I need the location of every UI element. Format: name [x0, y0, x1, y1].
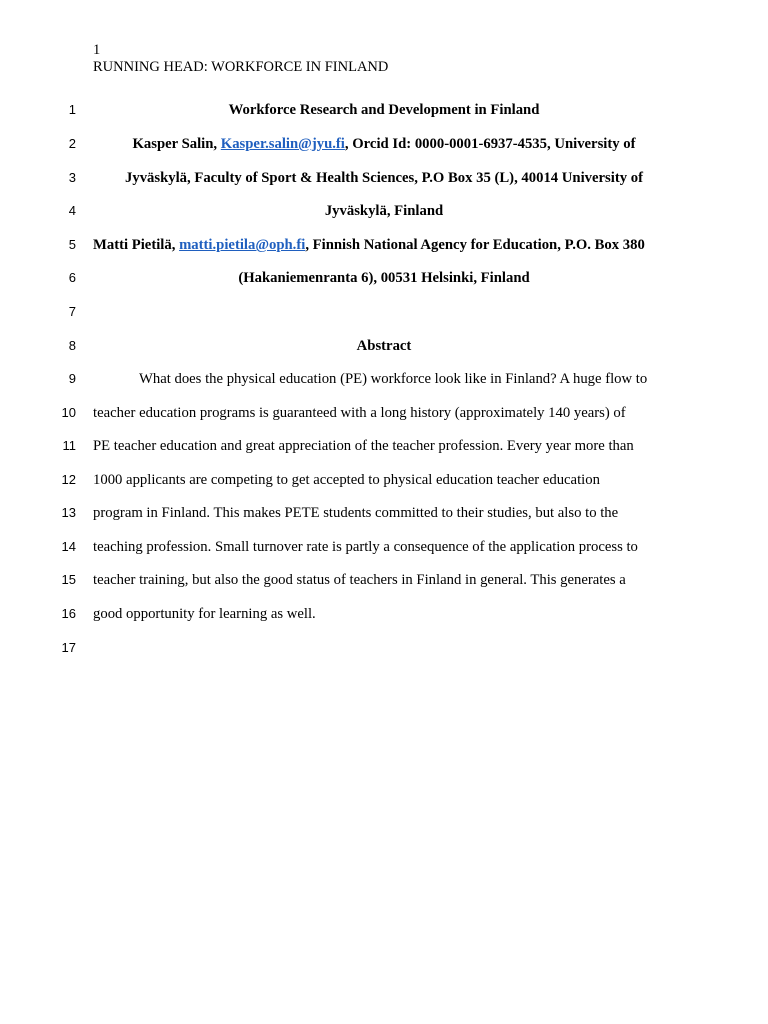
manuscript-line-7: [0, 302, 768, 322]
manuscript-line-15: [0, 570, 768, 590]
line-number: 13: [61, 505, 76, 520]
author-2-line-1: [93, 235, 675, 255]
manuscript-line-6: [0, 268, 768, 288]
manuscript-line-8: [0, 336, 768, 356]
line-number: 6: [68, 270, 76, 285]
line-number: 11: [62, 438, 76, 453]
manuscript-line-5: [0, 235, 768, 255]
line-number: 15: [61, 572, 76, 587]
line-number: 16: [61, 606, 76, 621]
manuscript-line-11: [0, 436, 768, 456]
author-1-email-link[interactable]: Kasper.salin@jyu.fi: [220, 136, 345, 152]
page-number: 1: [93, 42, 101, 58]
line-number: 1: [68, 102, 76, 117]
line-number: 10: [61, 405, 76, 420]
manuscript-line-14: [0, 537, 768, 557]
manuscript-line-17: [0, 638, 768, 658]
author-1-affiliation-start: , Orcid Id: 0000-0001-6937-4535, University of: [344, 136, 636, 152]
author-2-email-link[interactable]: matti.pietila@oph.fi: [179, 237, 306, 253]
abstract-text-line: PE teacher education and great appreciation of the teacher profession. Every year more than: [93, 438, 634, 454]
line-number: 2: [68, 136, 76, 151]
manuscript-line-10: [0, 403, 768, 423]
manuscript-line-9: [0, 369, 768, 389]
manuscript-line-3: [0, 168, 768, 188]
manuscript-line-1: [0, 100, 768, 120]
abstract-text-line: teacher training, but also the good status of teachers in Finland in general. This generates a: [93, 572, 626, 588]
page-header: [93, 42, 388, 76]
abstract-text-line: 1000 applicants are competing to get accepted to physical education teacher education: [93, 472, 600, 488]
manuscript-line-12: [0, 470, 768, 490]
abstract-text-line: good opportunity for learning as well.: [93, 606, 316, 622]
line-number: 3: [68, 170, 76, 185]
running-head: RUNNING HEAD: WORKFORCE IN FINLAND: [93, 59, 389, 75]
abstract-text-line: teaching profession. Small turnover rate is partly a consequence of the application process to: [93, 539, 638, 555]
abstract-heading: Abstract: [356, 338, 412, 354]
line-number: 9: [68, 371, 76, 386]
line-number: 5: [68, 237, 76, 252]
manuscript-line-4: [0, 201, 768, 221]
abstract-text-line: program in Finland. This makes PETE students committed to their studies, but also to the: [93, 505, 619, 521]
manuscript-line-16: [0, 604, 768, 624]
line-number: 8: [68, 338, 76, 353]
line-number: 7: [68, 304, 76, 319]
author-1-line-2: Jyväskylä, Faculty of Sport & Health Sciences, P.O Box 35 (L), 40014 University of: [125, 170, 643, 186]
line-number: 14: [61, 539, 76, 554]
manuscript-line-2: [0, 134, 768, 154]
manuscript-line-13: [0, 503, 768, 523]
abstract-text-line: What does the physical education (PE) workforce look like in Finland? A huge flow to: [139, 371, 648, 387]
author-1-line-3: Jyväskylä, Finland: [324, 203, 444, 219]
paper-title: Workforce Research and Development in Finland: [228, 102, 540, 118]
line-number: 17: [61, 640, 76, 655]
author-1-line-1: [93, 134, 675, 154]
author-2-line-2: (Hakaniemenranta 6), 00531 Helsinki, Finland: [238, 270, 530, 286]
author-2-name: Matti Pietilä,: [93, 237, 180, 253]
line-number: 4: [68, 203, 76, 218]
abstract-text-line: teacher education programs is guaranteed with a long history (approximately 140 years) of: [93, 405, 626, 421]
author-1-name: Kasper Salin,: [132, 136, 221, 152]
line-number: 12: [61, 472, 76, 487]
author-2-affiliation-start: , Finnish National Agency for Education, P.O. Box 380: [305, 237, 645, 253]
